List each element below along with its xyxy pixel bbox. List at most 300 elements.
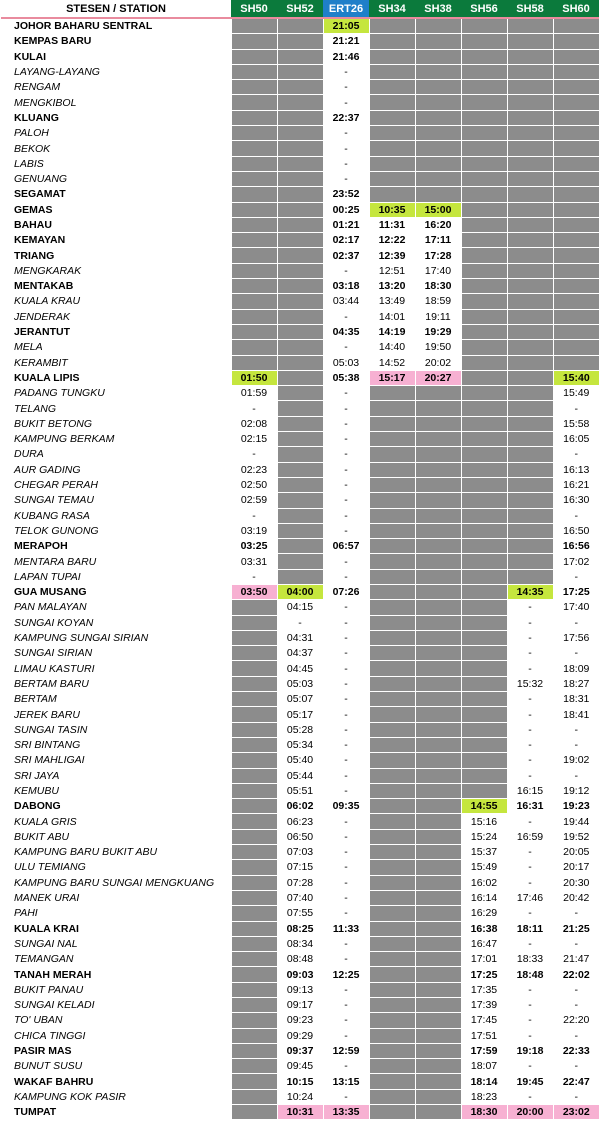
time-cell: 09:35 bbox=[323, 799, 369, 814]
no-service-cell bbox=[231, 829, 277, 844]
no-service-cell bbox=[277, 493, 323, 508]
time-cell: - bbox=[553, 998, 599, 1013]
time-cell: 10:31 bbox=[277, 1105, 323, 1120]
time-cell: 06:02 bbox=[277, 799, 323, 814]
time-cell: - bbox=[553, 1089, 599, 1104]
no-service-cell bbox=[369, 447, 415, 462]
station-name: PADANG TUNGKU bbox=[1, 386, 231, 401]
no-service-cell bbox=[553, 202, 599, 217]
no-service-cell bbox=[231, 355, 277, 370]
time-cell: 07:40 bbox=[277, 890, 323, 905]
time-cell: 13:15 bbox=[323, 1074, 369, 1089]
time-cell: - bbox=[323, 692, 369, 707]
no-service-cell bbox=[277, 95, 323, 110]
time-cell: 20:17 bbox=[553, 860, 599, 875]
timetable-row bbox=[1, 171, 599, 186]
no-service-cell bbox=[461, 523, 507, 538]
timetable-row bbox=[1, 309, 599, 324]
timetable-row bbox=[1, 906, 599, 921]
time-cell: 05:51 bbox=[277, 783, 323, 798]
no-service-cell bbox=[507, 248, 553, 263]
time-cell: 18:41 bbox=[553, 707, 599, 722]
timetable-row bbox=[1, 676, 599, 691]
time-cell: 15:17 bbox=[369, 370, 415, 385]
timetable-row bbox=[1, 80, 599, 95]
station-name: JENDERAK bbox=[1, 309, 231, 324]
no-service-cell bbox=[461, 401, 507, 416]
station-name: BERTAM BARU bbox=[1, 676, 231, 691]
no-service-cell bbox=[415, 584, 461, 599]
no-service-cell bbox=[277, 386, 323, 401]
time-cell: 10:15 bbox=[277, 1074, 323, 1089]
no-service-cell bbox=[369, 737, 415, 752]
time-cell: 19:44 bbox=[553, 814, 599, 829]
no-service-cell bbox=[231, 875, 277, 890]
time-cell: 22:20 bbox=[553, 1013, 599, 1028]
time-cell: 08:48 bbox=[277, 952, 323, 967]
timetable-row bbox=[1, 890, 599, 905]
time-cell: - bbox=[507, 600, 553, 615]
station-name: KAMPUNG BARU BUKIT ABU bbox=[1, 845, 231, 860]
no-service-cell bbox=[461, 370, 507, 385]
station-name: TEMANGAN bbox=[1, 952, 231, 967]
time-cell: 18:27 bbox=[553, 676, 599, 691]
time-cell: 20:42 bbox=[553, 890, 599, 905]
time-cell: - bbox=[507, 646, 553, 661]
no-service-cell bbox=[369, 676, 415, 691]
station-name: LIMAU KASTURI bbox=[1, 661, 231, 676]
no-service-cell bbox=[231, 799, 277, 814]
no-service-cell bbox=[231, 309, 277, 324]
no-service-cell bbox=[231, 34, 277, 49]
time-cell: - bbox=[553, 1059, 599, 1074]
no-service-cell bbox=[369, 967, 415, 982]
no-service-cell bbox=[461, 722, 507, 737]
time-cell: 15:49 bbox=[553, 386, 599, 401]
time-cell: 15:37 bbox=[461, 845, 507, 860]
train-header-sh34: SH34 bbox=[369, 0, 415, 18]
no-service-cell bbox=[369, 661, 415, 676]
station-name: KULAI bbox=[1, 49, 231, 64]
time-cell: 18:33 bbox=[507, 952, 553, 967]
train-header-sh38: SH38 bbox=[415, 0, 461, 18]
station-name: TRIANG bbox=[1, 248, 231, 263]
no-service-cell bbox=[461, 416, 507, 431]
train-header-sh60: SH60 bbox=[553, 0, 599, 18]
no-service-cell bbox=[277, 64, 323, 79]
station-name: KAMPUNG KOK PASIR bbox=[1, 1089, 231, 1104]
no-service-cell bbox=[231, 676, 277, 691]
no-service-cell bbox=[461, 340, 507, 355]
no-service-cell bbox=[415, 768, 461, 783]
time-cell: - bbox=[323, 1013, 369, 1028]
no-service-cell bbox=[277, 187, 323, 202]
station-name: SEGAMAT bbox=[1, 187, 231, 202]
no-service-cell bbox=[461, 18, 507, 34]
station-name: TO' UBAN bbox=[1, 1013, 231, 1028]
no-service-cell bbox=[369, 49, 415, 64]
no-service-cell bbox=[507, 187, 553, 202]
station-name: LABIS bbox=[1, 156, 231, 171]
no-service-cell bbox=[277, 416, 323, 431]
time-cell: - bbox=[323, 646, 369, 661]
train-header-sh50: SH50 bbox=[231, 0, 277, 18]
no-service-cell bbox=[415, 676, 461, 691]
station-name: SUNGAI SIRIAN bbox=[1, 646, 231, 661]
time-cell: - bbox=[323, 340, 369, 355]
time-cell: 08:34 bbox=[277, 936, 323, 951]
timetable-row bbox=[1, 141, 599, 156]
no-service-cell bbox=[231, 187, 277, 202]
time-cell: 17:59 bbox=[461, 1043, 507, 1058]
no-service-cell bbox=[461, 584, 507, 599]
time-cell: - bbox=[323, 263, 369, 278]
time-cell: 02:15 bbox=[231, 432, 277, 447]
no-service-cell bbox=[369, 906, 415, 921]
no-service-cell bbox=[369, 569, 415, 584]
no-service-cell bbox=[231, 233, 277, 248]
no-service-cell bbox=[369, 998, 415, 1013]
time-cell: 18:30 bbox=[415, 279, 461, 294]
time-cell: 20:00 bbox=[507, 1105, 553, 1120]
no-service-cell bbox=[461, 279, 507, 294]
timetable-row bbox=[1, 462, 599, 477]
no-service-cell bbox=[507, 340, 553, 355]
time-cell: 05:03 bbox=[323, 355, 369, 370]
no-service-cell bbox=[415, 1013, 461, 1028]
time-cell: 09:17 bbox=[277, 998, 323, 1013]
time-cell: 02:59 bbox=[231, 493, 277, 508]
station-name: RENGAM bbox=[1, 80, 231, 95]
station-name: PALOH bbox=[1, 126, 231, 141]
time-cell: - bbox=[323, 508, 369, 523]
time-cell: - bbox=[553, 615, 599, 630]
no-service-cell bbox=[231, 768, 277, 783]
no-service-cell bbox=[553, 279, 599, 294]
time-cell: 13:49 bbox=[369, 294, 415, 309]
time-cell: 17:28 bbox=[415, 248, 461, 263]
no-service-cell bbox=[231, 263, 277, 278]
time-cell: 12:59 bbox=[323, 1043, 369, 1058]
no-service-cell bbox=[369, 1074, 415, 1089]
station-name: LAYANG-LAYANG bbox=[1, 64, 231, 79]
time-cell: - bbox=[507, 1013, 553, 1028]
no-service-cell bbox=[277, 447, 323, 462]
time-cell: - bbox=[323, 171, 369, 186]
time-cell: 10:24 bbox=[277, 1089, 323, 1104]
no-service-cell bbox=[507, 508, 553, 523]
timetable-row bbox=[1, 110, 599, 125]
no-service-cell bbox=[461, 202, 507, 217]
no-service-cell bbox=[369, 156, 415, 171]
no-service-cell bbox=[369, 875, 415, 890]
time-cell: 02:50 bbox=[231, 477, 277, 492]
no-service-cell bbox=[277, 263, 323, 278]
time-cell: - bbox=[231, 447, 277, 462]
no-service-cell bbox=[415, 799, 461, 814]
no-service-cell bbox=[277, 477, 323, 492]
time-cell: 02:37 bbox=[323, 248, 369, 263]
time-cell: 03:50 bbox=[231, 584, 277, 599]
time-cell: 18:31 bbox=[553, 692, 599, 707]
timetable-row bbox=[1, 829, 599, 844]
time-cell: 23:02 bbox=[553, 1105, 599, 1120]
timetable-row bbox=[1, 1043, 599, 1058]
time-cell: - bbox=[553, 906, 599, 921]
station-name: KAMPUNG BARU SUNGAI MENGKUANG bbox=[1, 875, 231, 890]
no-service-cell bbox=[277, 80, 323, 95]
time-cell: 04:35 bbox=[323, 324, 369, 339]
time-cell: 03:18 bbox=[323, 279, 369, 294]
station-name: JOHOR BAHARU SENTRAL bbox=[1, 18, 231, 34]
timetable-row bbox=[1, 523, 599, 538]
time-cell: 04:45 bbox=[277, 661, 323, 676]
no-service-cell bbox=[461, 64, 507, 79]
no-service-cell bbox=[277, 340, 323, 355]
timetable-row bbox=[1, 722, 599, 737]
no-service-cell bbox=[277, 18, 323, 34]
no-service-cell bbox=[415, 1043, 461, 1058]
no-service-cell bbox=[415, 523, 461, 538]
no-service-cell bbox=[553, 18, 599, 34]
no-service-cell bbox=[231, 248, 277, 263]
no-service-cell bbox=[415, 845, 461, 860]
time-cell: - bbox=[323, 1028, 369, 1043]
no-service-cell bbox=[231, 202, 277, 217]
station-name: KAMPUNG SUNGAI SIRIAN bbox=[1, 630, 231, 645]
no-service-cell bbox=[507, 294, 553, 309]
timetable-row bbox=[1, 860, 599, 875]
time-cell: 19:18 bbox=[507, 1043, 553, 1058]
no-service-cell bbox=[461, 661, 507, 676]
station-name: DABONG bbox=[1, 799, 231, 814]
no-service-cell bbox=[277, 401, 323, 416]
no-service-cell bbox=[461, 447, 507, 462]
time-cell: 16:14 bbox=[461, 890, 507, 905]
time-cell: 07:28 bbox=[277, 875, 323, 890]
station-name: PAHI bbox=[1, 906, 231, 921]
time-cell: 15:16 bbox=[461, 814, 507, 829]
no-service-cell bbox=[277, 432, 323, 447]
no-service-cell bbox=[415, 187, 461, 202]
no-service-cell bbox=[461, 646, 507, 661]
time-cell: - bbox=[507, 630, 553, 645]
time-cell: - bbox=[323, 722, 369, 737]
station-name: SUNGAI TEMAU bbox=[1, 493, 231, 508]
time-cell: - bbox=[323, 860, 369, 875]
time-cell: - bbox=[231, 508, 277, 523]
station-name: KAMPUNG BERKAM bbox=[1, 432, 231, 447]
no-service-cell bbox=[231, 141, 277, 156]
time-cell: - bbox=[507, 1089, 553, 1104]
no-service-cell bbox=[231, 982, 277, 997]
no-service-cell bbox=[369, 982, 415, 997]
time-cell: 23:52 bbox=[323, 187, 369, 202]
time-cell: 02:23 bbox=[231, 462, 277, 477]
time-cell: 03:31 bbox=[231, 554, 277, 569]
no-service-cell bbox=[415, 707, 461, 722]
timetable-row bbox=[1, 615, 599, 630]
no-service-cell bbox=[415, 49, 461, 64]
no-service-cell bbox=[369, 814, 415, 829]
no-service-cell bbox=[369, 707, 415, 722]
station-name: SUNGAI KOYAN bbox=[1, 615, 231, 630]
time-cell: 09:23 bbox=[277, 1013, 323, 1028]
time-cell: - bbox=[553, 768, 599, 783]
timetable-row bbox=[1, 324, 599, 339]
time-cell: 17:01 bbox=[461, 952, 507, 967]
station-name: ULU TEMIANG bbox=[1, 860, 231, 875]
station-name: BUKIT ABU bbox=[1, 829, 231, 844]
timetable-row bbox=[1, 814, 599, 829]
no-service-cell bbox=[369, 630, 415, 645]
no-service-cell bbox=[553, 126, 599, 141]
no-service-cell bbox=[553, 263, 599, 278]
no-service-cell bbox=[507, 110, 553, 125]
no-service-cell bbox=[369, 1028, 415, 1043]
no-service-cell bbox=[231, 737, 277, 752]
no-service-cell bbox=[507, 447, 553, 462]
timetable-row bbox=[1, 355, 599, 370]
time-cell: - bbox=[323, 630, 369, 645]
time-cell: 16:05 bbox=[553, 432, 599, 447]
time-cell: 14:01 bbox=[369, 309, 415, 324]
station-name: MENGKARAK bbox=[1, 263, 231, 278]
time-cell: - bbox=[553, 737, 599, 752]
timetable-row bbox=[1, 936, 599, 951]
station-name: BAHAU bbox=[1, 217, 231, 232]
no-service-cell bbox=[415, 936, 461, 951]
time-cell: - bbox=[323, 936, 369, 951]
no-service-cell bbox=[415, 646, 461, 661]
time-cell: - bbox=[507, 707, 553, 722]
timetable-row bbox=[1, 263, 599, 278]
no-service-cell bbox=[231, 1089, 277, 1104]
no-service-cell bbox=[231, 661, 277, 676]
no-service-cell bbox=[369, 1089, 415, 1104]
no-service-cell bbox=[415, 875, 461, 890]
no-service-cell bbox=[277, 355, 323, 370]
time-cell: - bbox=[507, 906, 553, 921]
timetable-row bbox=[1, 753, 599, 768]
timetable-row bbox=[1, 217, 599, 232]
no-service-cell bbox=[277, 217, 323, 232]
station-name: KLUANG bbox=[1, 110, 231, 125]
no-service-cell bbox=[231, 936, 277, 951]
no-service-cell bbox=[369, 600, 415, 615]
no-service-cell bbox=[369, 539, 415, 554]
no-service-cell bbox=[231, 110, 277, 125]
no-service-cell bbox=[231, 600, 277, 615]
no-service-cell bbox=[231, 171, 277, 186]
time-cell: 16:29 bbox=[461, 906, 507, 921]
no-service-cell bbox=[415, 569, 461, 584]
no-service-cell bbox=[461, 49, 507, 64]
no-service-cell bbox=[369, 126, 415, 141]
no-service-cell bbox=[231, 156, 277, 171]
station-name: SUNGAI NAL bbox=[1, 936, 231, 951]
no-service-cell bbox=[231, 630, 277, 645]
no-service-cell bbox=[369, 386, 415, 401]
time-cell: 03:25 bbox=[231, 539, 277, 554]
no-service-cell bbox=[369, 416, 415, 431]
time-cell: 20:30 bbox=[553, 875, 599, 890]
no-service-cell bbox=[231, 279, 277, 294]
no-service-cell bbox=[415, 126, 461, 141]
station-name: KUBANG RASA bbox=[1, 508, 231, 523]
time-cell: - bbox=[507, 814, 553, 829]
no-service-cell bbox=[415, 722, 461, 737]
no-service-cell bbox=[277, 523, 323, 538]
no-service-cell bbox=[461, 493, 507, 508]
time-cell: 15:40 bbox=[553, 370, 599, 385]
no-service-cell bbox=[231, 692, 277, 707]
timetable-row bbox=[1, 1089, 599, 1104]
no-service-cell bbox=[507, 554, 553, 569]
time-cell: - bbox=[323, 615, 369, 630]
no-service-cell bbox=[369, 783, 415, 798]
time-cell: 17:39 bbox=[461, 998, 507, 1013]
time-cell: - bbox=[553, 401, 599, 416]
time-cell: - bbox=[323, 493, 369, 508]
no-service-cell bbox=[415, 34, 461, 49]
station-name: KUALA GRIS bbox=[1, 814, 231, 829]
station-name: CHEGAR PERAH bbox=[1, 477, 231, 492]
time-cell: 11:31 bbox=[369, 217, 415, 232]
no-service-cell bbox=[461, 263, 507, 278]
no-service-cell bbox=[415, 80, 461, 95]
timetable-row bbox=[1, 401, 599, 416]
time-cell: - bbox=[323, 80, 369, 95]
no-service-cell bbox=[415, 110, 461, 125]
station-name: BEKOK bbox=[1, 141, 231, 156]
no-service-cell bbox=[369, 768, 415, 783]
station-name: KEMUBU bbox=[1, 783, 231, 798]
no-service-cell bbox=[415, 447, 461, 462]
no-service-cell bbox=[369, 615, 415, 630]
time-cell: 17:51 bbox=[461, 1028, 507, 1043]
no-service-cell bbox=[461, 676, 507, 691]
no-service-cell bbox=[461, 386, 507, 401]
time-cell: - bbox=[323, 126, 369, 141]
train-header-ert26: ERT26 bbox=[323, 0, 369, 18]
timetable-row bbox=[1, 600, 599, 615]
no-service-cell bbox=[461, 707, 507, 722]
no-service-cell bbox=[231, 18, 277, 34]
no-service-cell bbox=[461, 783, 507, 798]
no-service-cell bbox=[277, 279, 323, 294]
time-cell: - bbox=[323, 1059, 369, 1074]
no-service-cell bbox=[507, 156, 553, 171]
no-service-cell bbox=[277, 141, 323, 156]
no-service-cell bbox=[553, 49, 599, 64]
no-service-cell bbox=[461, 248, 507, 263]
time-cell: 21:47 bbox=[553, 952, 599, 967]
timetable-row bbox=[1, 952, 599, 967]
no-service-cell bbox=[415, 1074, 461, 1089]
time-cell: 04:31 bbox=[277, 630, 323, 645]
no-service-cell bbox=[461, 569, 507, 584]
time-cell: - bbox=[507, 936, 553, 951]
timetable-row bbox=[1, 187, 599, 202]
timetable-row bbox=[1, 707, 599, 722]
no-service-cell bbox=[369, 80, 415, 95]
time-cell: 13:20 bbox=[369, 279, 415, 294]
no-service-cell bbox=[369, 64, 415, 79]
time-cell: 09:45 bbox=[277, 1059, 323, 1074]
no-service-cell bbox=[507, 401, 553, 416]
timetable-row bbox=[1, 998, 599, 1013]
